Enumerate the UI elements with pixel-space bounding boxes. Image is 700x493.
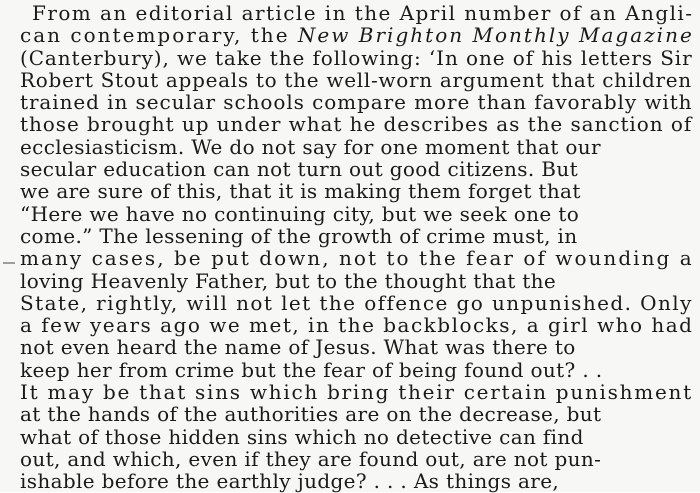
margin-mark — [3, 262, 15, 264]
text-line-19: at the hands of the authorities are on the decrease, but — [20, 402, 602, 427]
text-line-3: (Canterbury), we take the following: ‘In one of his letters Sir — [20, 45, 693, 70]
text-line-11: come.” The lessening of the growth of crime must, in — [20, 223, 578, 248]
text-line-2 — [20, 24, 692, 46]
text-line-22: ishable before the earthly judge? . . . As things are, — [20, 469, 560, 493]
text-line-13: loving Heavenly Father, but to the thought that the — [20, 268, 557, 293]
text-line-10: “Here we have no continuing city, but we seek one to — [20, 201, 580, 226]
text-line-21: out, and which, even if they are found out, are not pun- — [20, 446, 602, 471]
text-line-17: keep her from crime but the fear of being found out? . . — [20, 357, 603, 382]
text-line-20: what of those hidden sins which no detective can find — [20, 424, 584, 449]
text-line-18: It may be that sins which bring their certain punishment — [20, 380, 693, 405]
text-line-16: not even heard the name of Jesus. What was there to — [20, 335, 576, 360]
text-line-9: we are sure of this, that it is making them forget that — [20, 179, 581, 204]
text-line-8: secular education can not turn out good citizens. But — [20, 157, 578, 182]
text-line-12: many cases, be put down, not to the fear of wounding a — [20, 246, 694, 271]
text-line-4: Robert Stout appeals to the well-worn argument that children — [20, 67, 692, 92]
text-line-7: ecclesiasticism. We do not say for one moment that our — [20, 134, 601, 159]
text-line-2-content: can contemporary, the New Brighton Monthly Magazine — [20, 23, 694, 48]
text-line-14: State, rightly, will not let the offence go unpunished. Only — [20, 290, 693, 315]
article-text — [20, 2, 692, 493]
text-line-1: From an editorial article in the April number of an Angli- — [32, 1, 694, 25]
text-line-15: a few years ago we met, in the backblocks, a girl who had — [20, 313, 694, 338]
magazine-title: New Brighton Monthly Magazine — [297, 23, 694, 48]
text-line-6: those brought up under what he describes as the sanction of — [20, 112, 693, 137]
text-line-5: trained in secular schools compare more than favorably with — [20, 90, 693, 115]
